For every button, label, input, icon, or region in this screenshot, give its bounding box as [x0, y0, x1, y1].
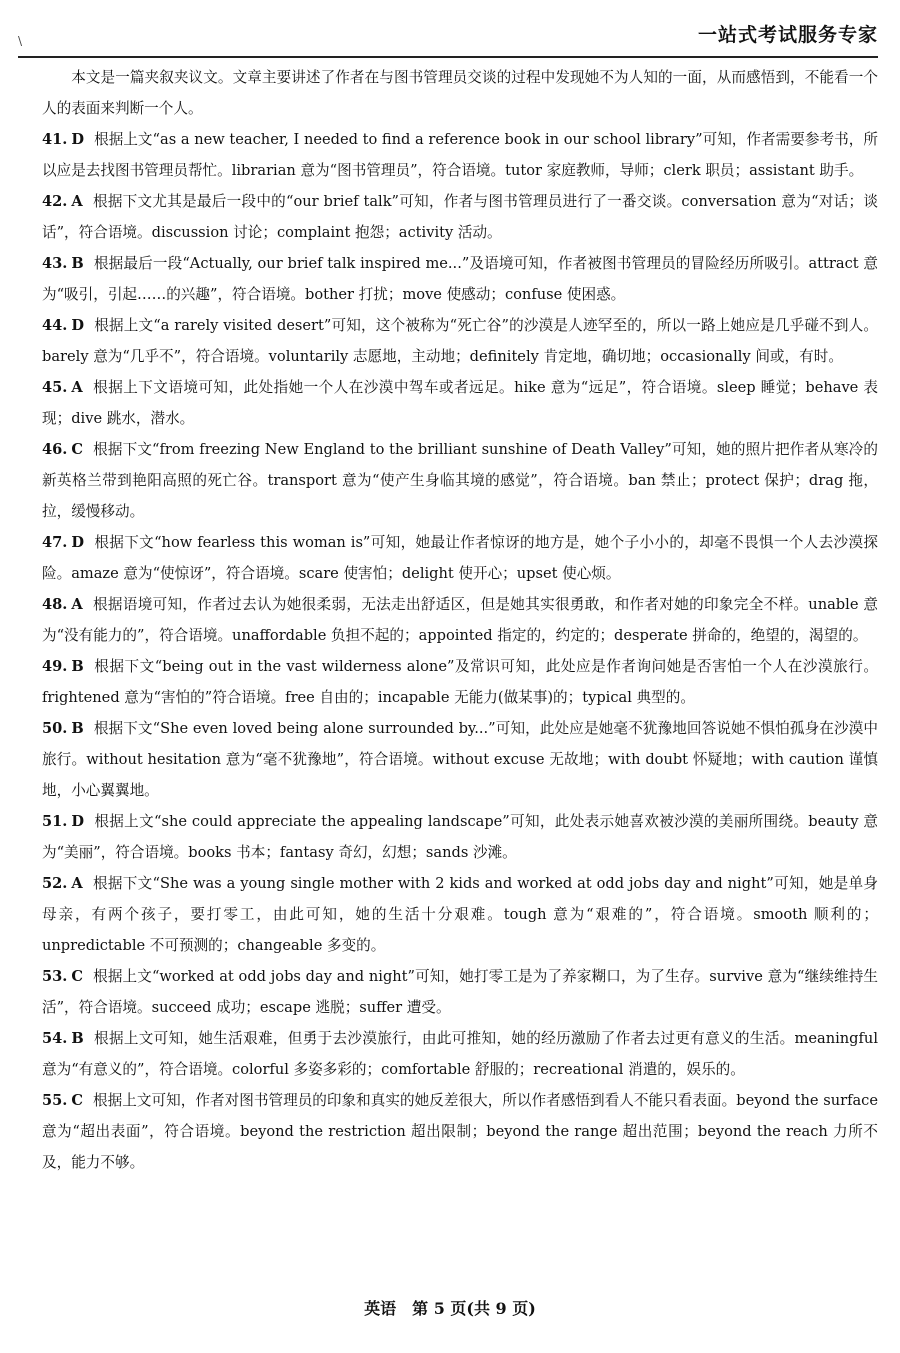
answer-letter: A: [71, 875, 83, 892]
explanation-text: 根据上下文语境可知，此处指她一个人在沙漠中驾车或者远足。hike 意为“远足”，符合语境。sleep 睡觉；behave 表现；dive 跳水，潜水。: [42, 379, 878, 427]
answer-letter: C: [71, 968, 84, 985]
answer-item: [42, 589, 878, 651]
question-number: 41.: [42, 131, 68, 148]
question-number: 42.: [42, 193, 68, 210]
corner-mark: \: [18, 34, 23, 48]
question-number: 51.: [42, 813, 68, 830]
question-number: 53.: [42, 968, 68, 985]
answer-list: [42, 124, 878, 1178]
explanation-text: 根据下文尤其是最后一段中的“our brief talk”可知，作者与图书管理员进行了一番交谈。conversation 意为“对话；谈话”，符合语境。discussion 讨论；complaint 抱怨；activity 活动。: [42, 193, 878, 241]
answer-letter: C: [71, 441, 84, 458]
answer-letter: D: [71, 813, 85, 830]
answer-item: [42, 527, 878, 589]
answer-item: [42, 806, 878, 868]
answer-letter: B: [71, 255, 84, 272]
brand-slogan: 一站式考试服务专家: [697, 24, 878, 46]
page-footer: 英语 第 5 页(共 9 页): [364, 1299, 536, 1318]
answer-item: [42, 124, 878, 186]
answer-item: [42, 310, 878, 372]
question-number: 46.: [42, 441, 68, 458]
answer-item: [42, 372, 878, 434]
answer-item: [42, 434, 878, 527]
answer-item: [42, 1023, 878, 1085]
question-number: 45.: [42, 379, 68, 396]
answer-item: [42, 1085, 878, 1178]
explanation-text: 根据上文“worked at odd jobs day and night”可知，她打零工是为了养家糊口，为了生存。survive 意为“继续维持生活”，符合语境。succeed 成功；escape 逃脱；suffer 遭受。: [42, 968, 878, 1016]
question-number: 52.: [42, 875, 68, 892]
answer-item: [42, 651, 878, 713]
answer-letter: C: [71, 1092, 84, 1109]
answer-item: [42, 713, 878, 806]
question-number: 49.: [42, 658, 68, 675]
question-number: 47.: [42, 534, 68, 551]
explanation-text: 根据下文“She was a young single mother with 2 kids and worked at odd jobs day and night”可知，她是单身母亲，有两个孩子，要打零工，由此可知，她的生活十分艰难。tough 意为“艰难的”，符合语境。smooth 顺利的；unpredictable 不可预测的；changeable 多变的。: [42, 875, 878, 954]
answer-letter: A: [71, 379, 83, 396]
explanation-text: 根据上文“a rarely visited desert”可知，这个被称为“死亡谷”的沙漠是人迹罕至的，所以一路上她应是几乎碰不到人。barely 意为“几乎不”，符合语境。voluntarily 志愿地，主动地；definitely 肯定地，确切地；occasionally 间或，有时。: [42, 317, 878, 365]
explanation-text: 根据上文“she could appreciate the appealing landscape”可知，此处表示她喜欢被沙漠的美丽所围绕。beauty 意为“美丽”，符合语境。books 书本；fantasy 奇幻，幻想；sands 沙滩。: [42, 813, 878, 861]
answer-letter: B: [71, 1030, 84, 1047]
page-header: [18, 0, 878, 58]
answer-letter: D: [71, 317, 85, 334]
answer-item: [42, 248, 878, 310]
question-number: 54.: [42, 1030, 68, 1047]
answer-item: [42, 961, 878, 1023]
answer-letter: B: [71, 720, 84, 737]
answer-letter: D: [71, 534, 85, 551]
explanation-text: 根据下文“how fearless this woman is”可知，她最让作者惊讶的地方是，她个子小小的，却毫不畏惧一个人去沙漠探险。amaze 意为“使惊讶”，符合语境。scare 使害怕；delight 使开心；upset 使心烦。: [42, 534, 878, 582]
explanation-text: 根据语境可知，作者过去认为她很柔弱，无法走出舒适区，但是她其实很勇敢，和作者对她的印象完全不样。unable 意为“没有能力的”，符合语境。unaffordable 负担不起的；appointed 指定的，约定的；desperate 拼命的，绝望的，渴望的。: [42, 596, 878, 644]
question-number: 50.: [42, 720, 68, 737]
explanation-text: 根据下文“from freezing New England to the brilliant sunshine of Death Valley”可知，她的照片把作者从寒冷的新英格兰带到艳阳高照的死亡谷。transport 意为“使产生身临其境的感觉”，符合语境。ban 禁止；protect 保护；drag 拖，拉，缓慢移动。: [42, 441, 878, 520]
explanation-text: 根据上文可知，她生活艰难，但勇于去沙漠旅行，由此可推知，她的经历激励了作者去过更有意义的生活。meaningful 意为“有意义的”，符合语境。colorful 多姿多彩的；comfortable 舒服的；recreational 消遣的，娱乐的。: [42, 1030, 878, 1078]
explanation-text: 根据上文“as a new teacher, I needed to find a reference book in our school library”可知，作者需要参考书，所以应是去找图书管理员帮忙。librarian 意为“图书管理员”，符合语境。tutor 家庭教师，导师；clerk 职员；assistant 助手。: [42, 131, 878, 179]
answer-letter: A: [71, 596, 83, 613]
explanation-text: 根据最后一段“Actually, our brief talk inspired me...”及语境可知，作者被图书管理员的冒险经历所吸引。attract 意为“吸引，引起……的兴趣”，符合语境。bother 打扰；move 使感动；confuse 使困惑。: [42, 255, 878, 303]
explanation-text: 根据下文“She even loved being alone surrounded by...”可知，此处应是她毫不犹豫地回答说她不惧怕孤身在沙漠中旅行。without hesitation 意为“毫不犹豫地”，符合语境。without excuse 无故地；with doubt 怀疑地；with caution 谨慎地，小心翼翼地。: [42, 720, 878, 799]
answer-letter: B: [71, 658, 84, 675]
answer-item: [42, 868, 878, 961]
answer-letter: D: [71, 131, 85, 148]
passage-summary: 本文是一篇夹叙夹议文。文章主要讲述了作者在与图书管理员交谈的过程中发现她不为人知的一面，从而感悟到，不能看一个人的表面来判断一个人。: [42, 69, 878, 117]
answer-letter: A: [71, 193, 83, 210]
explanations: [42, 62, 878, 1178]
question-number: 43.: [42, 255, 68, 272]
explanation-text: 根据上文可知，作者对图书管理员的印象和真实的她反差很大，所以作者感悟到看人不能只看表面。beyond the surface 意为“超出表面”，符合语境。beyond the restriction 超出限制；beyond the range 超出范围；beyond the reach 力所不及，能力不够。: [42, 1092, 878, 1171]
explanation-text: 根据下文“being out in the vast wilderness alone”及常识可知，此处应是作者询问她是否害怕一个人在沙漠旅行。frightened 意为“害怕的”符合语境。free 自由的；incapable 无能力(做某事)的；typical 典型的。: [42, 658, 878, 706]
answer-item: [42, 186, 878, 248]
question-number: 55.: [42, 1092, 68, 1109]
question-number: 48.: [42, 596, 68, 613]
question-number: 44.: [42, 317, 68, 334]
